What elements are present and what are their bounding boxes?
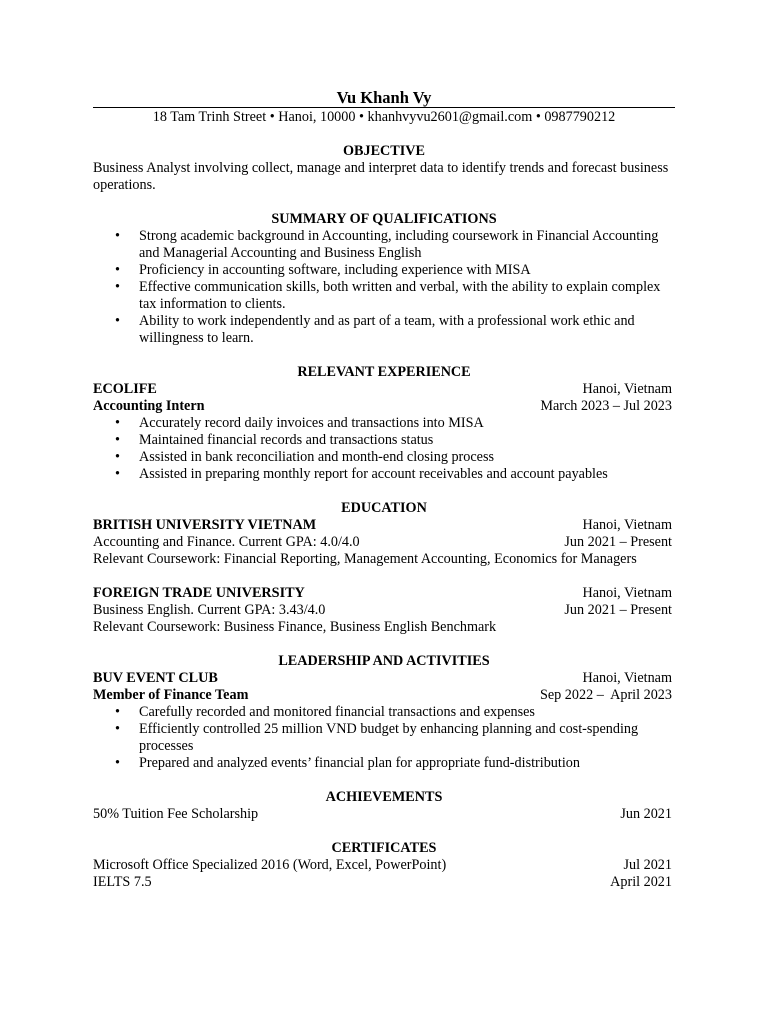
- spacer: [93, 568, 675, 585]
- list-item: • Maintained financial records and transactions status: [93, 432, 675, 449]
- certificate-row: [93, 874, 675, 891]
- leadership-dates: Sep 2022 – April 2023: [539, 687, 672, 703]
- experience-role: Accounting Intern: [93, 398, 205, 414]
- leadership-location: Hanoi, Vietnam: [582, 670, 672, 686]
- leadership-heading: LEADERSHIP AND ACTIVITIES: [278, 653, 490, 669]
- school-dates: Jun 2021 – Present: [564, 534, 672, 550]
- objective-text: Business Analyst involving collect, manage and interpret data to identify trends and forecast business operations.: [93, 160, 669, 193]
- program-row: [93, 534, 675, 551]
- list-item: • Prepared and analyzed events’ financial plan for appropriate fund-distribution: [93, 755, 675, 772]
- school-program: Accounting and Finance. Current GPA: 4.0/4.0: [93, 534, 360, 550]
- list-item: • Ability to work independently and as part of a team, with a professional work ethic and willingness to learn.: [93, 313, 675, 347]
- school-name: FOREIGN TRADE UNIVERSITY: [93, 585, 305, 601]
- achievement-row: [93, 806, 675, 823]
- certificate-text: IELTS 7.5: [93, 874, 152, 890]
- list-item: • Assisted in preparing monthly report for account receivables and account payables: [93, 466, 675, 483]
- school-program: Business English. Current GPA: 3.43/4.0: [93, 602, 326, 618]
- school-coursework: Relevant Coursework: Financial Reporting, Management Accounting, Economics for Managers: [93, 551, 637, 567]
- qualifications-heading: SUMMARY OF QUALIFICATIONS: [271, 211, 497, 227]
- experience-org: ECOLIFE: [93, 381, 157, 397]
- program-row: [93, 602, 675, 619]
- school-name: BRITISH UNIVERSITY VIETNAM: [93, 517, 317, 533]
- leadership-org-row: [93, 670, 675, 687]
- achievement-date: Jun 2021: [620, 806, 672, 822]
- list-item: • Efficiently controlled 25 million VND budget by enhancing planning and cost-spending processes: [93, 721, 675, 755]
- certificates-heading: CERTIFICATES: [331, 840, 437, 856]
- header-divider: [93, 107, 675, 108]
- school-row: [93, 585, 675, 602]
- school-coursework: Relevant Coursework: Business Finance, Business English Benchmark: [93, 619, 497, 635]
- list-item: • Accurately record daily invoices and transactions into MISA: [93, 415, 675, 432]
- school-row: [93, 517, 675, 534]
- achievements-heading: ACHIEVEMENTS: [325, 789, 443, 805]
- objective-heading: OBJECTIVE: [343, 143, 425, 159]
- achievement-text: 50% Tuition Fee Scholarship: [93, 806, 259, 822]
- certificate-date: April 2021: [610, 874, 672, 890]
- school-location: Hanoi, Vietnam: [582, 585, 672, 601]
- leadership-role-row: [93, 687, 675, 704]
- list-item: • Carefully recorded and monitored financial transactions and expenses: [93, 704, 675, 721]
- school-location: Hanoi, Vietnam: [582, 517, 672, 533]
- qualifications-list: [93, 228, 675, 347]
- list-item: • Effective communication skills, both written and verbal, with the ability to explain complex tax information to clients.: [93, 279, 675, 313]
- school-dates: Jun 2021 – Present: [564, 602, 672, 618]
- education-heading: EDUCATION: [341, 500, 427, 516]
- list-item: • Strong academic background in Accounting, including coursework in Financial Accounting and Managerial Accounting and Business English: [93, 228, 675, 262]
- certificate-row: [93, 857, 675, 874]
- experience-dates: March 2023 – Jul 2023: [540, 398, 672, 414]
- experience-heading: RELEVANT EXPERIENCE: [297, 364, 471, 380]
- experience-role-row: [93, 398, 675, 415]
- experience-list: [93, 415, 675, 483]
- contact-line: 18 Tam Trinh Street • Hanoi, 10000 • khanhvyvu2601@gmail.com • 0987790212: [152, 109, 616, 125]
- candidate-name: Vu Khanh Vy: [336, 88, 432, 107]
- certificate-text: Microsoft Office Specialized 2016 (Word, Excel, PowerPoint): [93, 857, 447, 873]
- list-item: • Proficiency in accounting software, including experience with MISA: [93, 262, 675, 279]
- list-item: • Assisted in bank reconciliation and month-end closing process: [93, 449, 675, 466]
- leadership-role: Member of Finance Team: [93, 687, 249, 703]
- resume-content: [93, 88, 675, 891]
- experience-location: Hanoi, Vietnam: [582, 381, 672, 397]
- leadership-list: [93, 704, 675, 772]
- leadership-org: BUV EVENT CLUB: [93, 670, 218, 686]
- experience-org-row: [93, 381, 675, 398]
- certificate-date: Jul 2021: [623, 857, 672, 873]
